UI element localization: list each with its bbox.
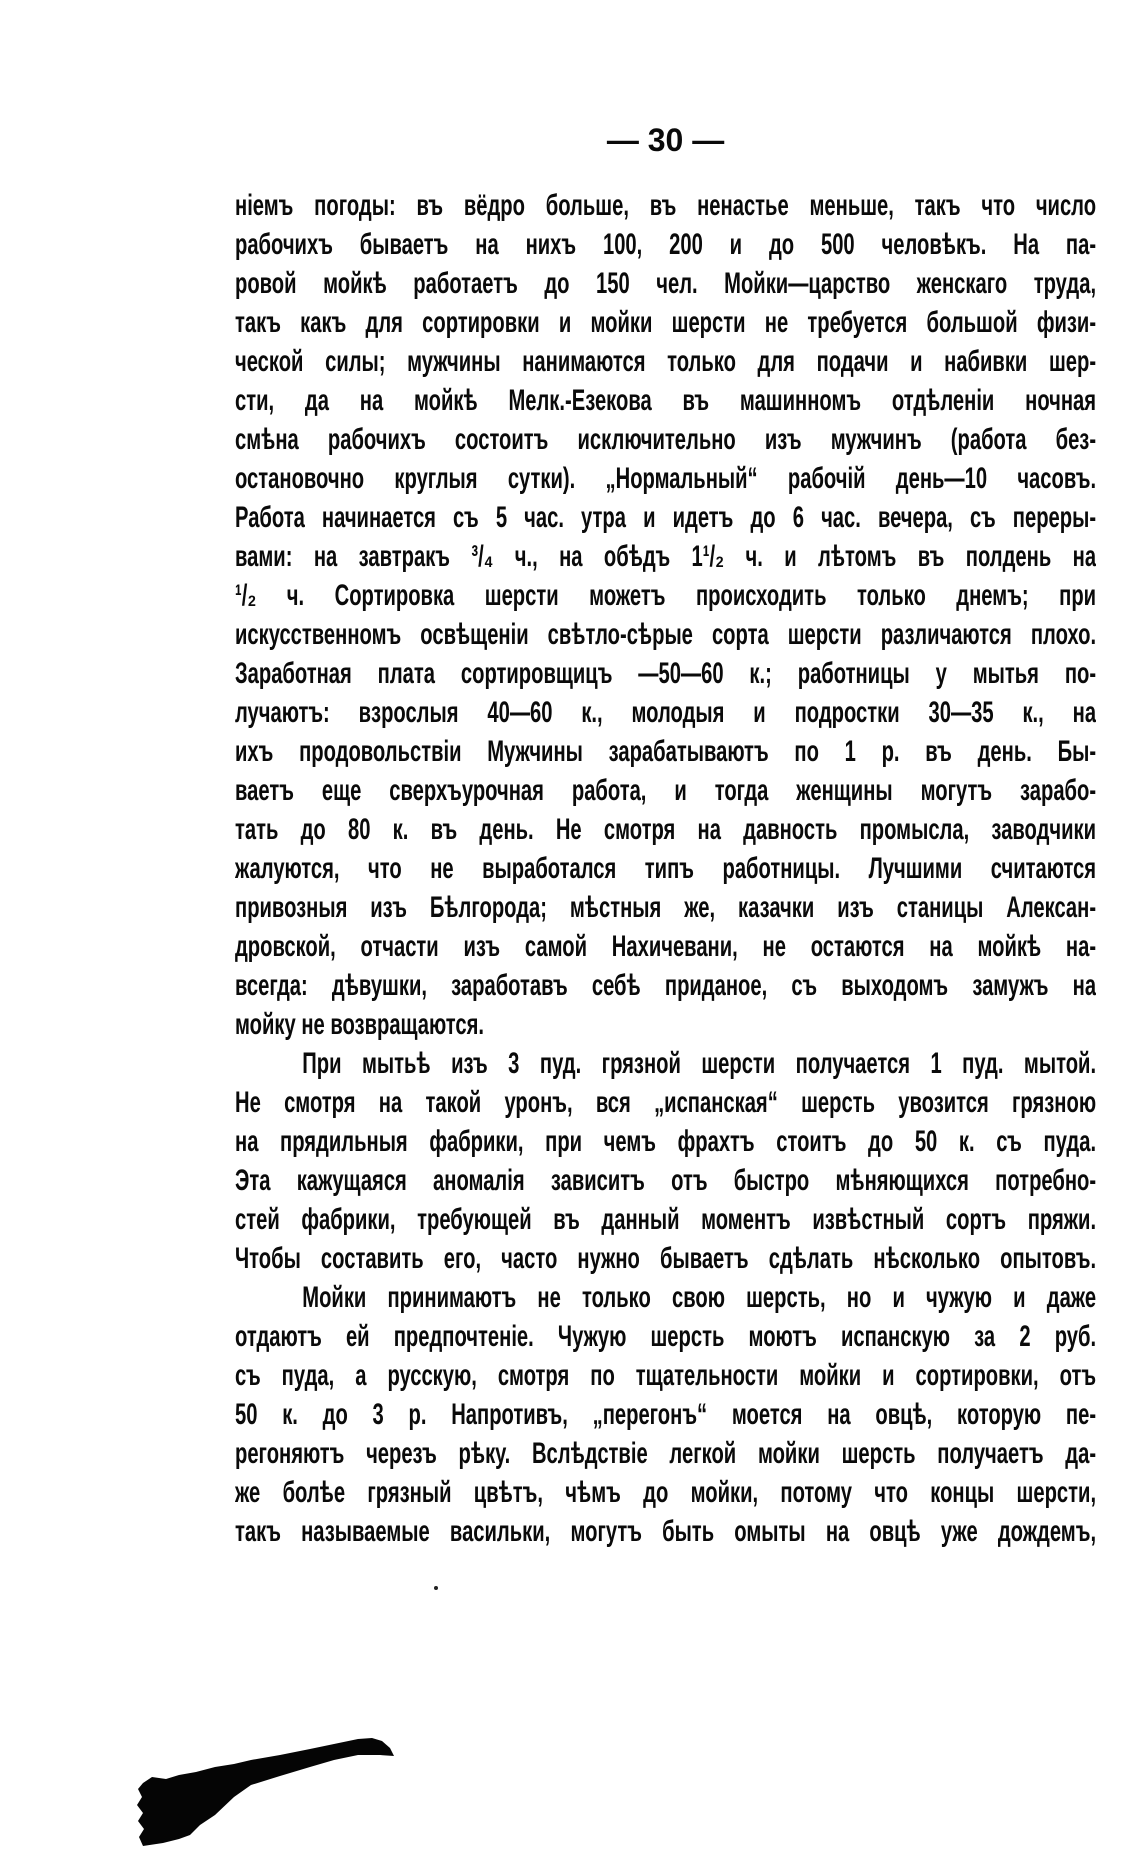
text-line: ніемъ погоды: въ вёдро больше, въ ненастье меньше, такъ что число [235,189,1097,222]
text-line: вами: на завтракъ ³/₄ ч., на обѣдъ 1¹/₂ ч. и лѣтомъ въ полдень на [235,540,1097,573]
text-line: Чтобы составить его, часто нужно бываетъ сдѣлать нѣсколько опытовъ. [235,1242,1097,1275]
text-line: Заработная плата сортировщицъ —50—60 к.; работницы у мытья по- [235,657,1097,690]
body-text [235,186,1096,1551]
text-line: Мойки принимаютъ не только свою шерсть, но и чужую и даже [302,1281,1097,1314]
paragraph [235,1278,1096,1551]
page-number: — 30 — [606,122,725,158]
text-line: остановочно круглыя сутки). „Нормальный“ рабочій день—10 часовъ. [235,462,1097,495]
text-line: сти, да на мойкѣ Мелк.-Езекова въ машинномъ отдѣленіи ночная [235,384,1097,417]
text-line: отдаютъ ей предпочтеніе. Чужую шерсть моютъ испанскую за 2 руб. [235,1320,1097,1353]
text-line: 50 к. до 3 р. Напротивъ, „перегонъ“ моется на овцѣ, которую пе- [235,1398,1097,1431]
text-line: мойку не возвращаются. [235,1008,484,1041]
text-line: привозныя изъ Бѣлгорода; мѣстныя же, казачки изъ станицы Алексан- [235,891,1097,924]
text-line: ровой мойкѣ работаетъ до 150 чел. Мойки—царство женскаго труда, [235,267,1097,300]
text-line: тать до 80 к. въ день. Не смотря на давность промысла, заводчики [235,813,1097,846]
text-line: регоняютъ черезъ рѣку. Вслѣдствіе легкой мойки шерсть получаетъ да- [235,1437,1097,1470]
text-line: ваетъ еще сверхъурочная работа, и тогда женщины могутъ зарабо- [235,774,1097,807]
text-line: жалуются, что не выработался типъ работницы. Лучшими считаются [235,852,1097,885]
text-line: ихъ продовольствіи Мужчины зарабатываютъ по 1 р. въ день. Бы- [235,735,1097,768]
text-line: стей фабрики, требующей въ данный моментъ извѣстный сортъ пряжи. [235,1203,1097,1236]
text-line: лучаютъ: взрослыя 40—60 к., молодыя и подростки 30—35 к., на [235,696,1097,729]
smudge-shape [137,1738,394,1846]
text-line: же болѣе грязный цвѣтъ, чѣмъ до мойки, потому что концы шерсти, [235,1476,1097,1509]
paragraph [235,1044,1096,1278]
text-line: Не смотря на такой уронъ, вся „испанская“ шерсть увозится грязною [235,1086,1097,1119]
text-line: такъ какъ для сортировки и мойки шерсти не требуется большой физи- [235,306,1097,339]
text-line: ¹/₂ ч. Сортировка шерсти можетъ происходить только днемъ; при [235,579,1097,612]
text-line: При мытьѣ изъ 3 пуд. грязной шерсти получается 1 пуд. мытой. [302,1047,1097,1080]
ink-speck [434,1586,438,1590]
scan-smudge [130,1725,410,1855]
text-line: всегда: дѣвушки, заработавъ себѣ приданое, съ выходомъ замужъ на [235,969,1097,1002]
text-line: искусственномъ освѣщеніи свѣтло-сѣрые сорта шерсти различаются плохо. [235,618,1097,651]
text-line: Эта кажущаяся аномалія зависитъ отъ быстро мѣняющихся потребно- [235,1164,1097,1197]
text-line: съ пуда, а русскую, смотря по тщательности мойки и сортировки, отъ [235,1359,1097,1392]
text-line: рабочихъ бываетъ на нихъ 100, 200 и до 500 человѣкъ. На па- [235,228,1097,261]
text-line: дровской, отчасти изъ самой Нахичевани, не остаются на мойкѣ на- [235,930,1097,963]
text-line: на прядильныя фабрики, при чемъ фрахтъ стоитъ до 50 к. съ пуда. [235,1125,1097,1158]
text-line: такъ называемые васильки, могутъ быть омыты на овцѣ уже дождемъ, [235,1515,1097,1548]
text-line: смѣна рабочихъ состоитъ исключительно изъ мужчинъ (работа без- [235,423,1097,456]
paragraph [235,186,1096,1044]
text-line: Работа начинается съ 5 час. утра и идетъ до 6 час. вечера, съ переры- [235,501,1097,534]
text-line: ческой силы; мужчины нанимаются только для подачи и набивки шер- [235,345,1097,378]
